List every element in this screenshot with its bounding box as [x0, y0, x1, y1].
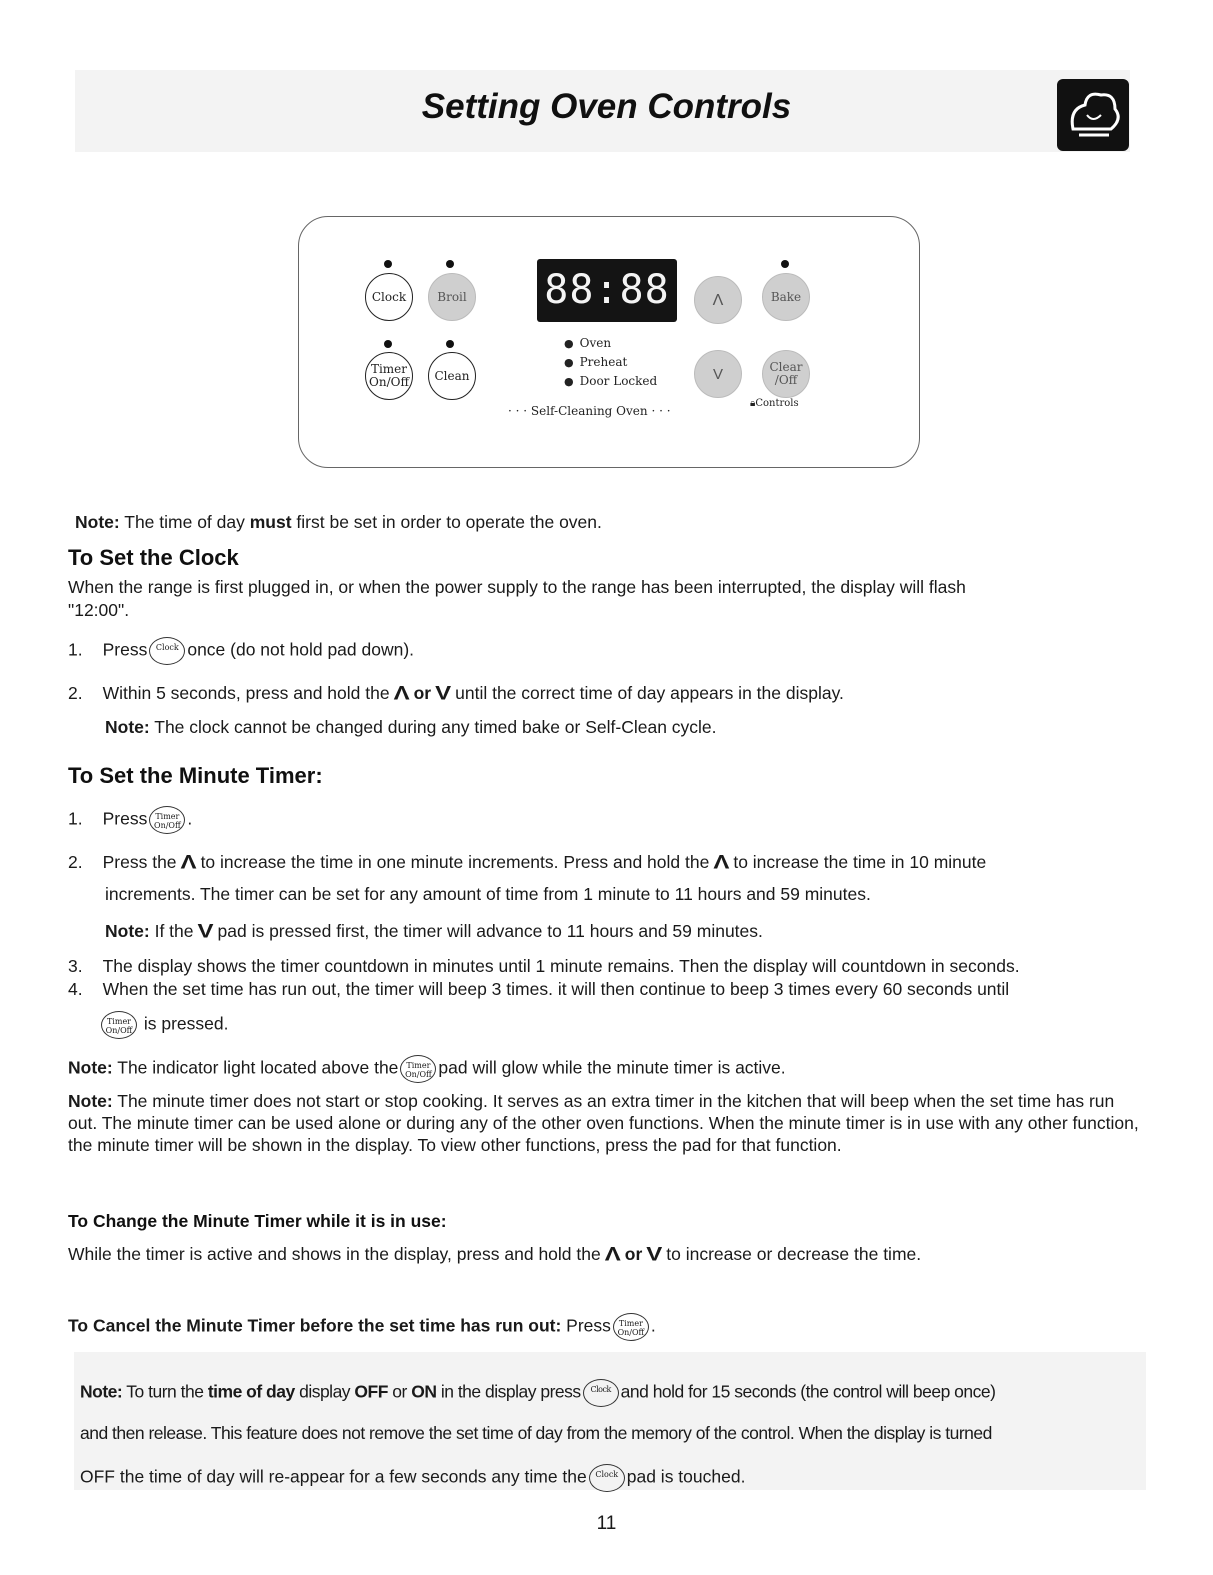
- clock-pad[interactable]: [365, 273, 413, 321]
- bake-pad[interactable]: [762, 273, 810, 321]
- broil-pad-label: Broil: [437, 289, 467, 304]
- timer-pad-label: Timer: [370, 362, 408, 376]
- timer-pad-mini-icon: Timer On/Off: [101, 1011, 137, 1039]
- clock-indicator-light: [384, 260, 392, 268]
- up-arrow-icon: Λ: [180, 852, 197, 874]
- clean-pad[interactable]: [428, 352, 476, 400]
- clock-section-heading: To Set the Clock: [68, 545, 239, 570]
- timer-section-heading: To Set the Minute Timer:: [68, 763, 323, 788]
- timer-pad-mini-icon: Timer On/Off: [400, 1055, 436, 1083]
- up-arrow-icon: Λ: [393, 683, 410, 705]
- up-arrow-icon: Λ: [712, 291, 724, 309]
- down-arrow-icon: V: [646, 1244, 663, 1266]
- change-timer-heading: To Change the Minute Timer while it is in use:: [68, 1211, 447, 1231]
- timer-pad-mini-icon: Timer On/Off: [613, 1313, 649, 1341]
- clear-off-pad[interactable]: [762, 350, 810, 398]
- down-arrow-icon: V: [435, 683, 452, 705]
- timer-pad-sublabel: On/Off: [369, 375, 409, 389]
- up-arrow-pad[interactable]: [694, 276, 742, 324]
- timer-step-1: 1. Press Timer On/Off .: [68, 806, 192, 834]
- lock-controls-label: 🔒︎Controls: [750, 398, 799, 409]
- bake-pad-label: Bake: [770, 289, 802, 304]
- timer-on-off-pad[interactable]: [365, 352, 413, 400]
- clean-indicator-light: [446, 340, 454, 348]
- timer-step-3: 3. The display shows the timer countdown in minutes until 1 minute remains. Then the display will countdown in seconds.: [68, 956, 1020, 976]
- clock-intro-line2: "12:00".: [68, 600, 130, 620]
- clock-note: Note: The clock cannot be changed during any timed bake or Self-Clean cycle.: [105, 717, 717, 737]
- timer-note-3: Note: The minute timer does not start or stop cooking. It serves as an extra timer in the kitchen that will beep when the set time has run out. The minute timer can be used alone or during any of the other oven functions. When the minute timer is in use with any other function, the minute timer will be shown in the display. To view other functions, press the pad for that function.: [68, 1091, 1139, 1155]
- intro-note: Note: The time of day must first be set in order to operate the oven.: [75, 512, 602, 532]
- page-title: Setting Oven Controls: [421, 87, 792, 126]
- up-arrow-icon: Λ: [604, 1244, 621, 1266]
- door-locked-indicator: ● Door Locked: [564, 374, 657, 388]
- broil-indicator-light: [446, 260, 454, 268]
- bake-indicator-light: [781, 260, 789, 268]
- timer-step-4: 4. When the set time has run out, the timer will beep 3 times. it will then continue to beep 3 times every 60 seconds until: [68, 979, 1010, 999]
- timer-note-2: Note: The indicator light located above the Timer On/Off pad will glow while the minute timer is active.: [68, 1055, 786, 1083]
- oven-indicator: ● Oven: [564, 336, 611, 350]
- clear-pad-label: Clear: [769, 360, 803, 374]
- page-number: 11: [596, 1513, 617, 1534]
- change-timer-text: While the timer is active and shows in the display, press and hold the Λ or V to increase or decrease the time.: [68, 1244, 922, 1266]
- clock-pad-mini-icon: Clock: [589, 1464, 625, 1492]
- timer-note-1: Note: If the V pad is pressed first, the timer will advance to 11 hours and 59 minutes.: [105, 921, 763, 943]
- clock-step-2: 2. Within 5 seconds, press and hold the Λ or V until the correct time of day appears in the display.: [68, 683, 844, 705]
- clock-intro-line1: When the range is first plugged in, or when the power supply to the range has been interrupted, the display will flash: [68, 577, 966, 597]
- timer-pad-mini-icon: Timer On/Off: [149, 806, 185, 834]
- cancel-timer-line: To Cancel the Minute Timer before the set time has run out: Press Timer On/Off .: [68, 1313, 656, 1341]
- down-arrow-icon: V: [712, 365, 723, 383]
- clean-pad-label: Clean: [434, 368, 470, 383]
- preheat-indicator: ● Preheat: [564, 355, 627, 369]
- lock-icon: 🔒︎: [750, 398, 756, 409]
- timer-step-4-line2: Timer On/Off is pressed.: [99, 1011, 229, 1039]
- clock-pad-label: Clock: [371, 289, 407, 304]
- bottom-note-line3: OFF the time of day will re-appear for a few seconds any time the Clock pad is touched.: [80, 1464, 745, 1492]
- down-arrow-pad[interactable]: [694, 350, 742, 398]
- bottom-note-line1: Note: To turn the time of day display OFF or ON in the display press Clock and hold for 15 seconds (the control will beep once): [80, 1379, 995, 1407]
- clock-step-1: 1. Press Clock once (do not hold pad down).: [68, 637, 414, 665]
- clock-pad-mini-icon: Clock: [583, 1379, 619, 1407]
- down-arrow-icon: V: [197, 921, 214, 943]
- timer-indicator-light: [384, 340, 392, 348]
- oven-display: 88:88: [537, 259, 677, 322]
- broil-pad[interactable]: [428, 273, 476, 321]
- self-cleaning-oven-label: · · · Self-Cleaning Oven · · ·: [508, 404, 671, 418]
- clock-pad-mini-icon: Clock: [149, 637, 185, 665]
- clear-pad-sublabel: /Off: [774, 373, 798, 387]
- timer-step-2-line2: increments. The timer can be set for any amount of time from 1 minute to 11 hours and 59 minutes.: [105, 884, 871, 904]
- timer-step-2: 2. Press the Λ to increase the time in one minute increments. Press and hold the Λ to increase the time in 10 minute: [68, 852, 987, 874]
- up-arrow-icon: Λ: [713, 852, 730, 874]
- chef-hat-icon: [1057, 79, 1129, 151]
- bottom-note-line2: and then release. This feature does not remove the set time of day from the memory of the control. When the display is turned: [80, 1423, 992, 1443]
